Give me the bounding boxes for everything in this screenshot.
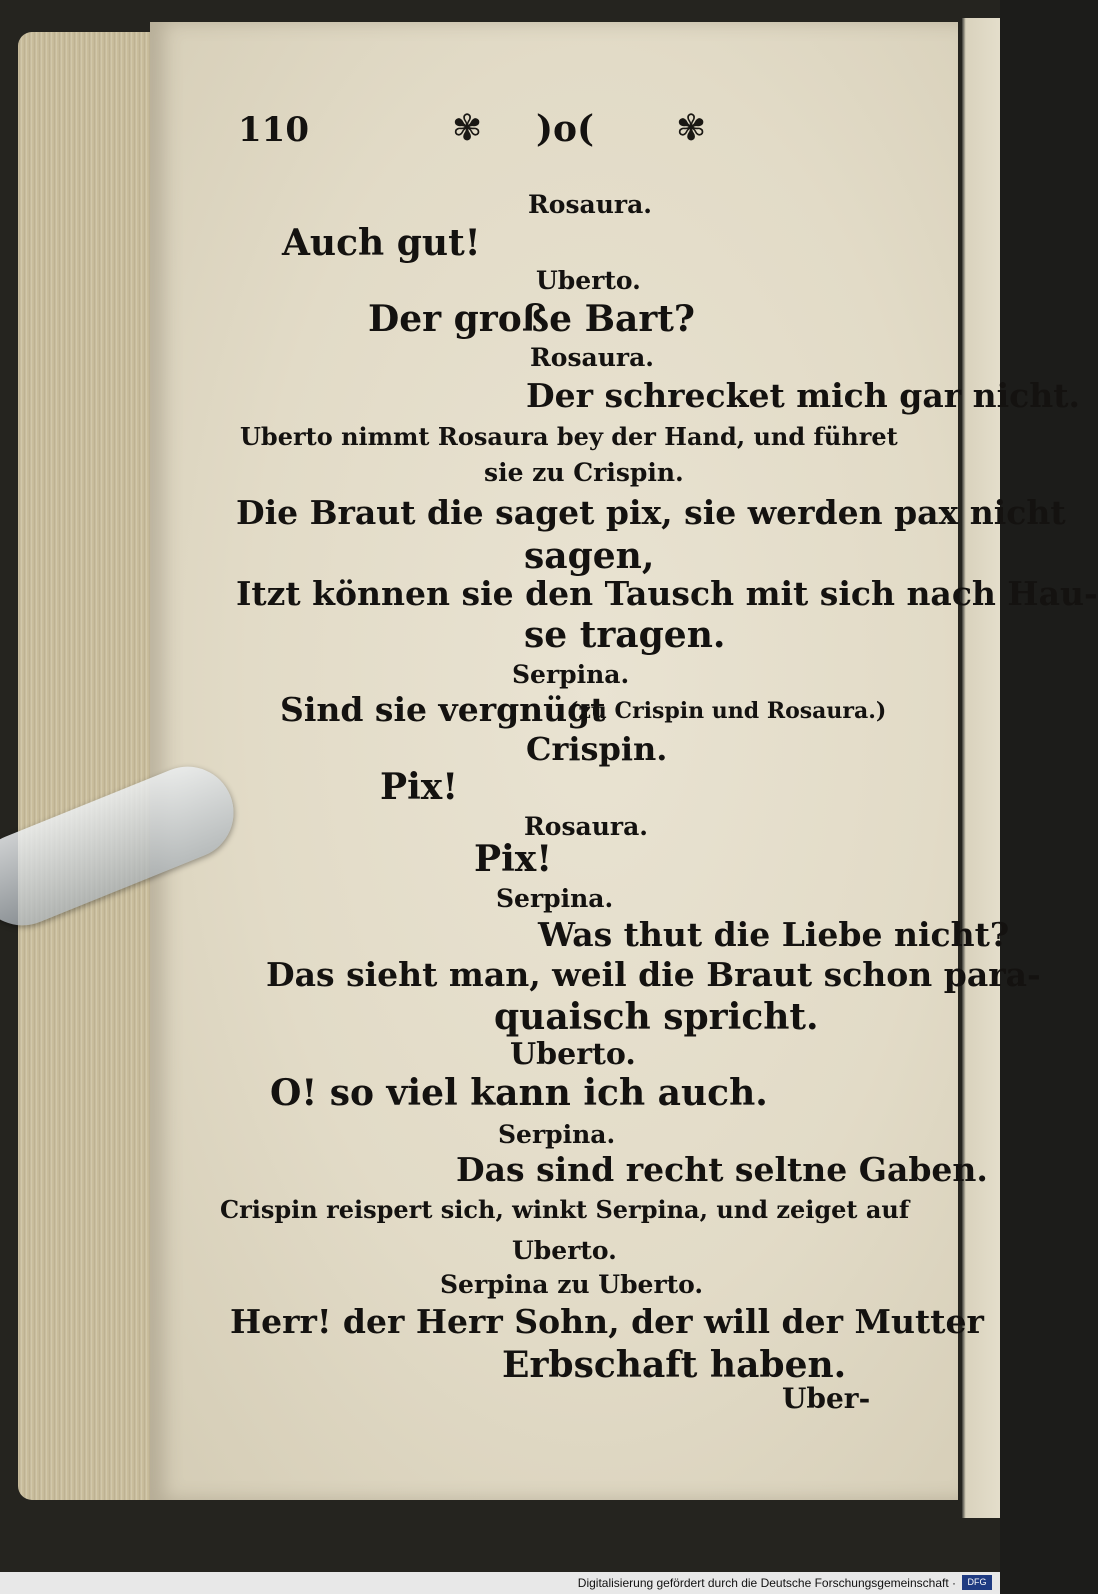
verse-line: sagen, bbox=[524, 535, 655, 577]
verse-line: Das sind recht seltne Gaben. bbox=[456, 1150, 988, 1189]
speaker-uberto: Uberto. bbox=[536, 266, 641, 295]
speaker-uberto: Uberto. bbox=[510, 1037, 636, 1072]
verse-line: Was thut die Liebe nicht? bbox=[538, 915, 1010, 954]
facing-page-edge bbox=[962, 18, 1000, 1518]
stage-direction: (zu Crispin und Rosaura.) bbox=[568, 698, 887, 724]
speaker-rosaura: Rosaura. bbox=[524, 812, 648, 841]
header-ornament: )o( bbox=[536, 108, 595, 150]
verse-line: Auch gut! bbox=[282, 222, 481, 264]
speaker-rosaura: Rosaura. bbox=[528, 190, 652, 219]
credit-footer bbox=[0, 1572, 1000, 1594]
speaker-serpina: Serpina. bbox=[498, 1120, 616, 1149]
stage-direction: Uberto nimmt Rosaura bey der Hand, und führet bbox=[240, 422, 898, 451]
verse-line: Der schrecket mich gar nicht. bbox=[526, 376, 1080, 415]
speaker-rosaura: Rosaura. bbox=[530, 343, 654, 372]
stage-direction: Uberto. bbox=[512, 1236, 617, 1265]
dfg-logo: DFG bbox=[962, 1575, 992, 1590]
verse-line: Itzt können sie den Tausch mit sich nach Hau- bbox=[236, 574, 1098, 613]
verse-line: Herr! der Herr Sohn, der will der Mutter bbox=[230, 1302, 984, 1341]
verse-line: Erbschaft haben. bbox=[502, 1344, 847, 1386]
catchword: Uber- bbox=[782, 1382, 871, 1415]
stage-direction: sie zu Crispin. bbox=[484, 458, 684, 487]
verse-line: O! so viel kann ich auch. bbox=[270, 1072, 768, 1114]
verse-line: Das sieht man, weil die Braut schon para- bbox=[266, 955, 1041, 994]
speaker-serpina: Serpina. bbox=[512, 660, 630, 689]
verse-line: Sind sie vergnügt bbox=[280, 690, 606, 729]
credit-text: Digitalisierung gefördert durch die Deutsche Forschungsgemeinschaft · bbox=[577, 1576, 956, 1590]
verse-line: Der große Bart? bbox=[368, 298, 696, 340]
left-ornament-icon: ✾ bbox=[452, 108, 483, 149]
page-number: 110 bbox=[238, 110, 309, 150]
right-ornament-icon: ✾ bbox=[676, 108, 707, 149]
verse-line: Pix! bbox=[474, 838, 553, 880]
page-edges bbox=[18, 32, 153, 1500]
verse-line: Die Braut die saget pix, sie werden pax nicht bbox=[236, 493, 1066, 532]
stage-direction: Crispin reispert sich, winkt Serpina, und zeiget auf bbox=[220, 1195, 910, 1224]
stage-direction: Serpina zu Uberto. bbox=[440, 1270, 704, 1299]
verse-line: se tragen. bbox=[524, 614, 726, 656]
speaker-crispin: Crispin. bbox=[526, 730, 668, 768]
verse-line: quaisch spricht. bbox=[494, 996, 819, 1038]
verse-line: Pix! bbox=[380, 766, 459, 808]
speaker-serpina: Serpina. bbox=[496, 884, 614, 913]
